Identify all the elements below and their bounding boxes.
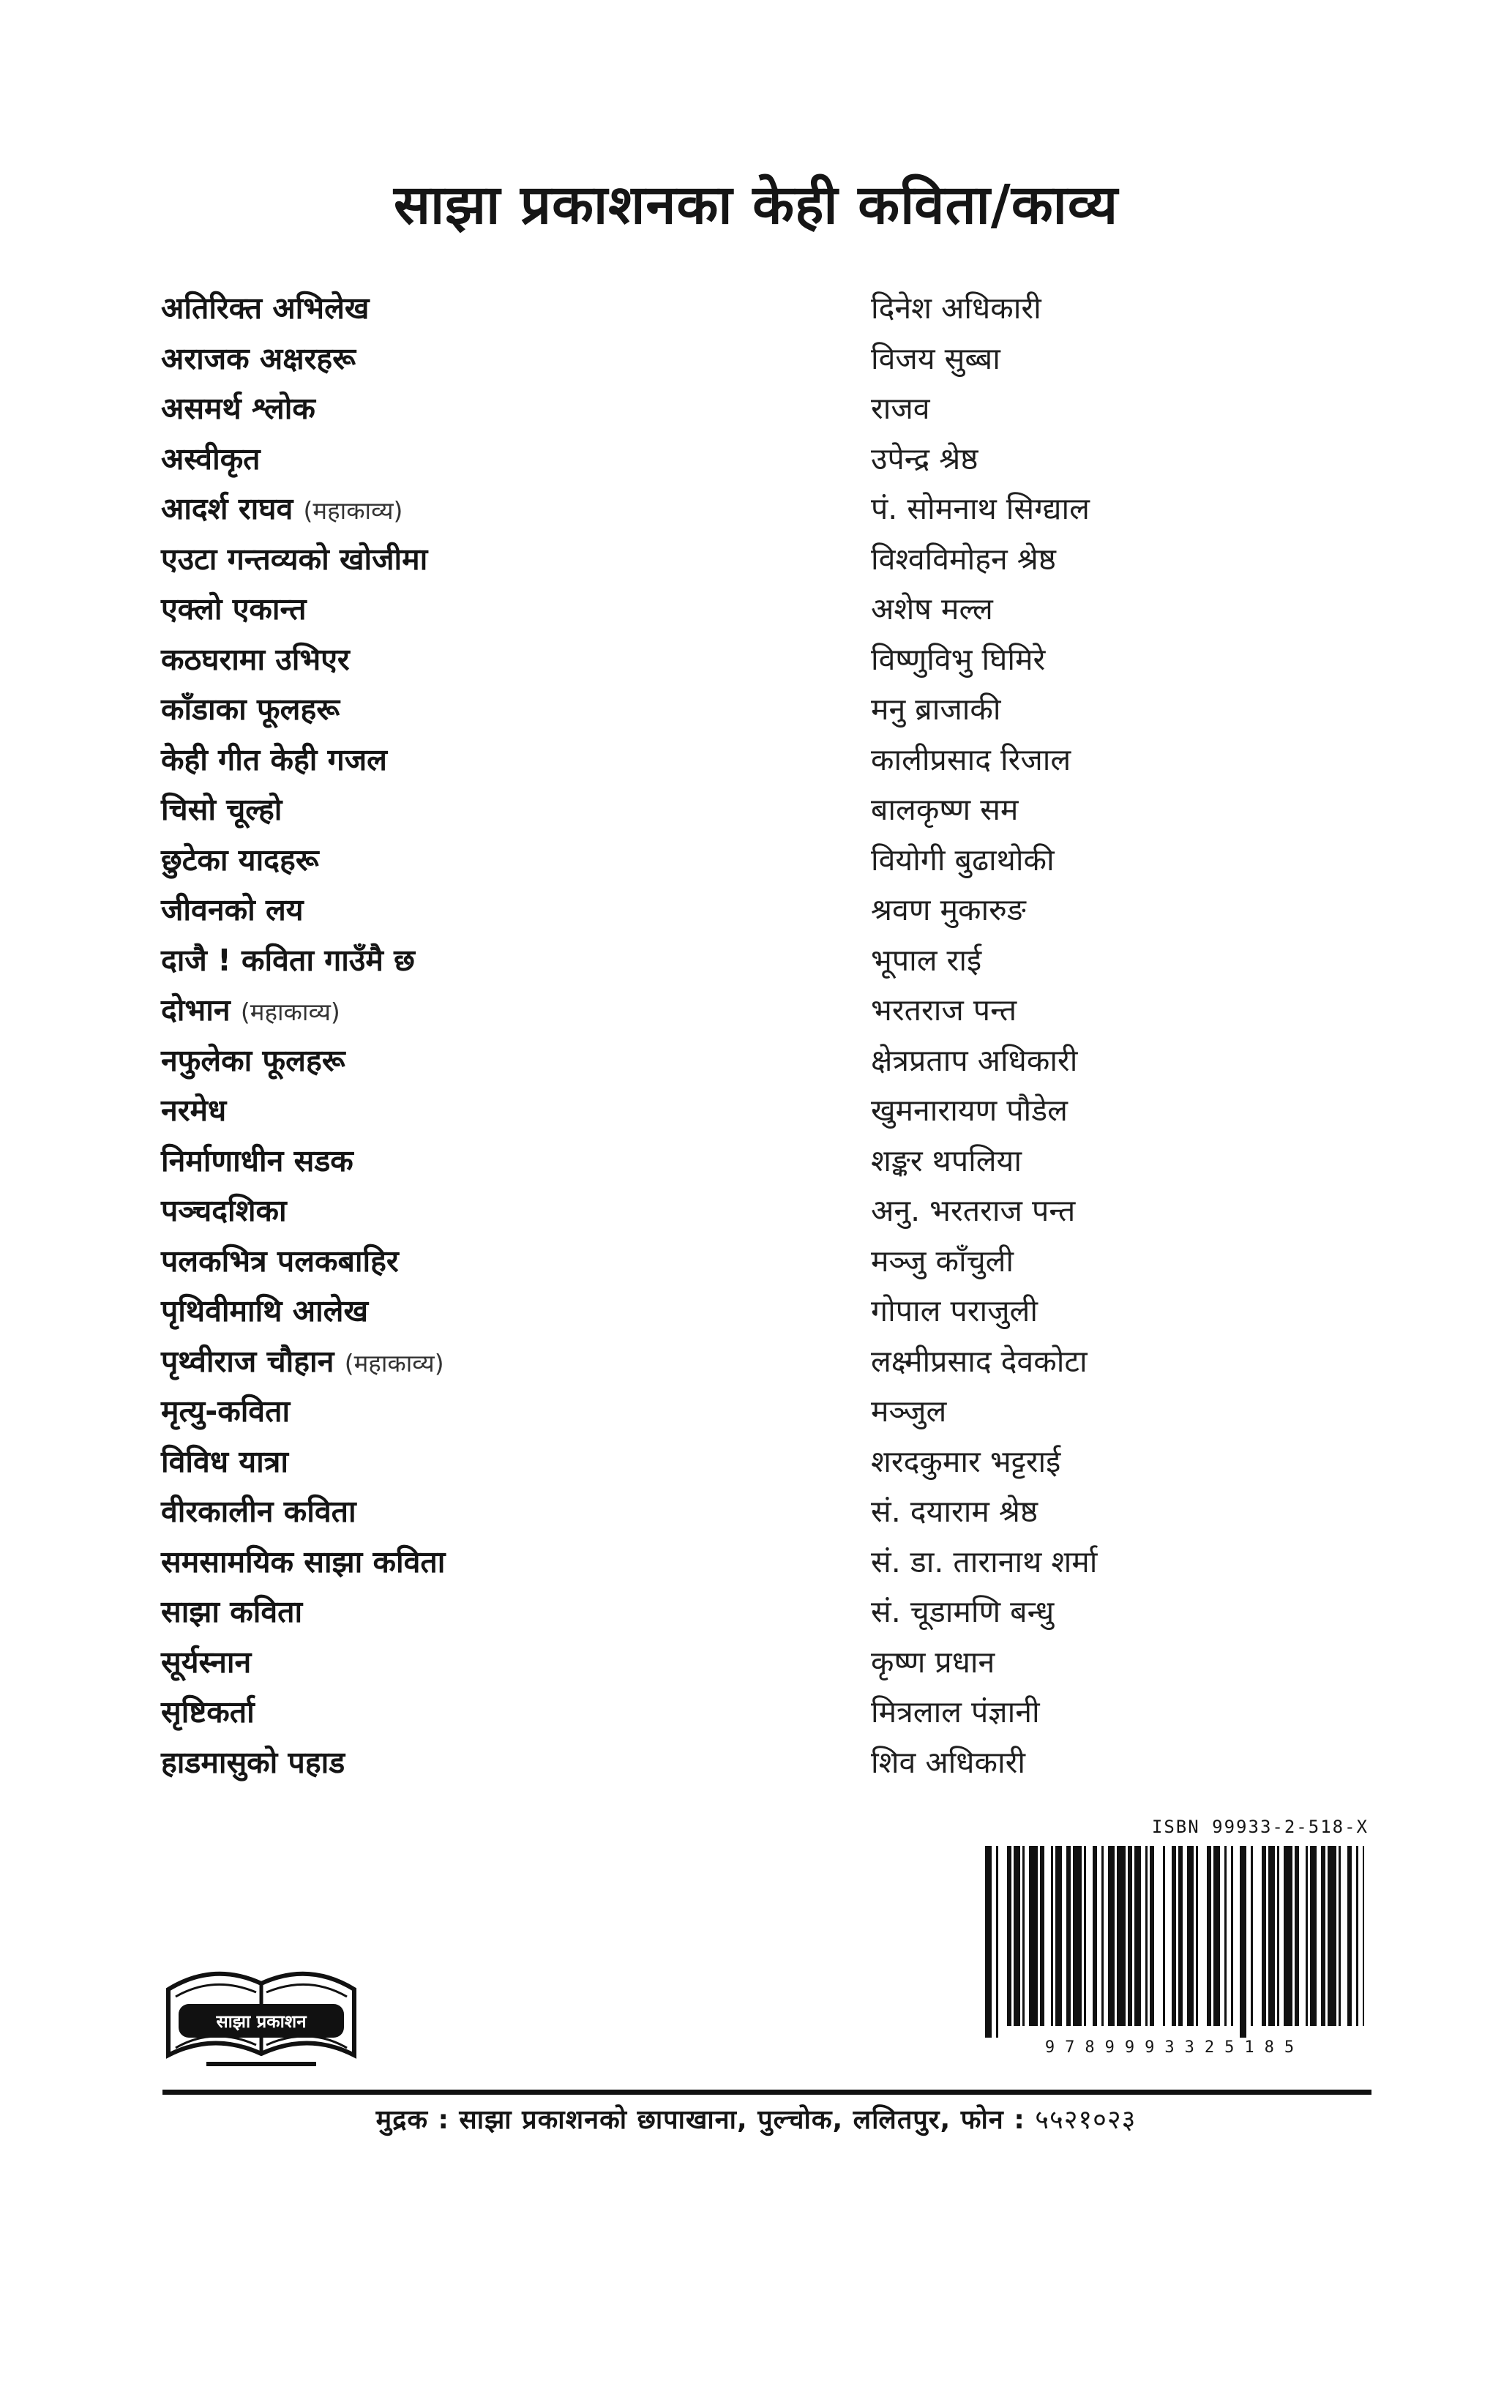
book-title-text: वीरकालीन कविता [161,1494,356,1529]
barcode-bar [1295,1846,1299,2026]
book-title-text: असमर्थ श्लोक [161,391,315,426]
book-author: सं. दयाराम श्रेष्ठ [871,1494,1038,1529]
barcode-bar [1268,1846,1275,2026]
book-author: मित्रलाल पंज्ञानी [871,1694,1040,1730]
book-title [161,1741,345,1782]
barcode-bar [1262,1846,1266,2026]
book-row [161,1240,1420,1290]
book-title-text: सृष्टिकर्ता [161,1694,255,1730]
book-title-text: एक्लो एकान्त [161,591,307,627]
book-title-text: साझा कविता [161,1594,303,1629]
book-title [161,889,304,930]
book-title-text: नफुलेका फूलहरू [161,1042,345,1078]
book-title-text: निर्माणाधीन सडक [161,1143,353,1178]
book-title [161,788,282,829]
book-title [161,1290,368,1331]
book-author: क्षेत्रप्रताप अधिकारी [871,1042,1078,1078]
book-row [161,1089,1420,1140]
book-row [161,1340,1420,1391]
book-row [161,638,1420,689]
book-note: (महाकाव्य) [303,496,403,525]
barcode-bar [1363,1846,1364,2026]
book-title [161,337,356,378]
book-title [161,387,315,428]
book-row [161,337,1420,388]
book-author: खुमनारायण पौडेल [871,1093,1068,1128]
barcode-bar [1040,1846,1044,2026]
book-author: अशेष मल्ल [871,591,993,627]
printer-text: मुद्रक : साझा प्रकाशनको छापाखाना, पुल्चोक, ललितपुर, फोन : [375,2105,1025,2135]
barcode-bar [1306,1846,1308,2026]
book-author: शङ्कर थपलिया [871,1143,1022,1178]
book-title [161,1140,353,1181]
book-title-text: नरमेध [161,1093,227,1128]
book-author: मनु ब्राजाकी [871,692,1001,727]
book-title [161,1541,445,1582]
book-author: विश्वविमोहन श्रेष्ठ [871,541,1056,577]
barcode-bar [1213,1846,1220,2026]
book-row [161,487,1420,538]
book-title [161,1039,345,1080]
book-title-text: काँडाका फूलहरू [161,692,340,727]
book-author: उपेन्द्र श्रेष्ठ [871,441,978,476]
barcode-bar [1108,1846,1115,2026]
barcode-bar [1172,1846,1176,2026]
book-author: सं. डा. तारानाथ शर्मा [871,1544,1098,1579]
book-title-text: एउटा गन्तव्यको खोजीमा [161,541,428,577]
isbn-label: ISBN 99933-2-518-X [1151,1817,1369,1837]
publisher-logo [162,1945,360,2070]
book-title [161,1691,255,1732]
barcode-bar [1321,1846,1325,2026]
book-row [161,1189,1420,1240]
book-author: सं. चूडामणि बन्धु [871,1594,1055,1629]
barcode-bar [1163,1846,1165,2026]
book-row [161,538,1420,588]
book-title-text: दाजै ! कविता गाउँमै छ [161,942,415,978]
book-title-text: विविध यात्रा [161,1443,288,1479]
book-title [161,1440,288,1481]
book-title-text: पृथिवीमाथि आलेख [161,1293,368,1328]
barcode-digits: 9789993325185 [1044,2038,1305,2057]
barcode-bar [1178,1846,1183,2026]
book-title [161,1490,356,1531]
barcode-bar [1310,1846,1317,2026]
book-row [161,1440,1420,1491]
book-row [161,1541,1420,1591]
barcode-bar [1284,1846,1292,2026]
barcode-bar [1224,1846,1227,2026]
book-author: शिव अधिकारी [871,1744,1025,1780]
book-row [161,1140,1420,1190]
isbn-barcode-block [981,1817,1369,2065]
barcode-bar [996,1846,998,2038]
book-author: शरदकुमार भट्टराई [871,1443,1061,1479]
barcode-bar [1051,1846,1053,2026]
book-note: (महाकाव्य) [240,998,340,1026]
barcode-bar [1145,1846,1148,2026]
book-title [161,538,427,579]
book-row [161,889,1420,939]
book-author: विजय सुब्बा [871,340,1000,376]
barcode-bar [1029,1846,1038,2026]
book-author: लक्ष्मीप्रसाद देवकोटा [871,1343,1088,1379]
book-title-text: आदर्श राघव [161,491,293,526]
barcode-bar [1150,1846,1154,2026]
barcode-bar [1073,1846,1082,2026]
barcode-bar [1240,1846,1246,2038]
book-title-text: हाडमासुको पहाड [161,1744,345,1780]
barcode-bar [1356,1846,1358,2026]
book-title [161,989,340,1030]
book-author: मञ्जुल [871,1394,947,1429]
book-title-text: मृत्यु-कविता [161,1394,291,1429]
book-title-text: पञ्चदशिका [161,1193,287,1228]
book-row [161,989,1420,1039]
book-title-text: केही गीत केही गजल [161,741,387,777]
book-list [161,287,1420,1791]
book-title-text: दोभान [161,992,231,1028]
book-row [161,839,1420,889]
barcode-bar [1196,1846,1198,2026]
barcode-bar [1066,1846,1071,2026]
book-title [161,638,350,679]
book-title [161,588,307,629]
logo-text: साझा प्रकाशन [216,2011,307,2032]
book-row [161,1290,1420,1340]
book-row [161,939,1420,990]
book-title-text: सूर्यस्नान [161,1644,252,1680]
barcode-bar [985,1846,992,2038]
book-title-text: जीवनको लय [161,892,304,927]
barcode-bar [1055,1846,1062,2026]
book-row [161,287,1420,337]
book-row [161,688,1420,739]
book-author: भरतराज पन्त [871,992,1017,1028]
book-author: वियोगी बुढाथोकी [871,842,1055,878]
barcode-bar [1117,1846,1126,2026]
barcode-bar [1207,1846,1211,2026]
printer-phone: ५५२१०२३ [1035,2105,1137,2135]
printer-footer [0,2101,1512,2136]
barcode-bar [1339,1846,1341,2026]
barcode-bar [1231,1846,1233,2026]
barcode-bar [1277,1846,1279,2026]
book-author: श्रवण मुकारुङ [871,892,1026,927]
book-row [161,387,1420,438]
barcode-bar [1328,1846,1336,2026]
footer-divider [162,2090,1371,2095]
barcode-bar [1084,1846,1086,2026]
book-row [161,1641,1420,1691]
book-row [161,739,1420,789]
book-author: कृष्ण प्रधान [871,1644,995,1680]
barcode-bar [1014,1846,1020,2026]
barcode-bar [1022,1846,1025,2026]
book-title [161,1641,251,1682]
book-row [161,1741,1420,1792]
book-author: दिनेश अधिकारी [871,291,1041,326]
book-author: बालकृष्ण सम [871,792,1019,827]
book-author: गोपाल पराजुली [871,1293,1038,1328]
book-author: राजव [871,391,930,426]
book-title-text: अस्वीकृत [161,441,261,476]
book-author: पं. सोमनाथ सिग्द्याल [871,491,1090,526]
book-title [161,287,369,328]
barcode-bar [1101,1846,1104,2026]
barcode-bar [1347,1846,1352,2026]
book-title [161,688,340,729]
book-title-text: अराजक अक्षरहरू [161,340,356,376]
book-author: अनु. भरतराज पन्त [871,1193,1076,1228]
book-title-text: पलकभित्र पलकबाहिर [161,1243,399,1279]
book-row [161,588,1420,638]
book-author: कालीप्रसाद रिजाल [871,741,1071,777]
book-title [161,1390,290,1431]
barcode-bar [1251,1846,1253,2026]
book-title [161,739,387,779]
barcode-bar [1134,1846,1141,2026]
book-row [161,1691,1420,1741]
book-title [161,939,415,980]
book-title-text: कठघरामा उभिएर [161,641,350,677]
book-title-text: अतिरिक्त अभिलेख [161,291,370,326]
book-row [161,788,1420,839]
book-author: भूपाल राई [871,942,982,978]
book-title [161,438,261,479]
book-row [161,1390,1420,1440]
book-title-text: समसामयिक साझा कविता [161,1544,446,1579]
book-title [161,1089,226,1130]
book-row [161,1590,1420,1641]
book-title [161,1189,287,1230]
barcode-bar [1128,1846,1132,2026]
book-note: (महाकाव्य) [344,1348,444,1377]
barcode-bar [1093,1846,1097,2026]
book-title-text: छुटेका यादहरू [161,842,319,878]
book-author: मञ्जु काँचुली [871,1243,1014,1279]
book-title [161,1590,302,1631]
book-author: विष्णुविभु घिमिरे [871,641,1046,677]
book-title [161,1240,399,1281]
book-title-text: पृथ्वीराज चौहान [161,1343,334,1379]
barcode [981,1846,1369,2038]
barcode-bar [1187,1846,1194,2026]
book-title [161,487,403,528]
book-title [161,1340,444,1381]
barcode-bar [1007,1846,1011,2026]
book-title [161,839,319,880]
book-row [161,438,1420,488]
book-row [161,1039,1420,1090]
page-title: साझा प्रकाशनका केही कविता/काव्य [393,173,1119,236]
book-row [161,1490,1420,1541]
book-title-text: चिसो चूल्हो [161,792,282,827]
